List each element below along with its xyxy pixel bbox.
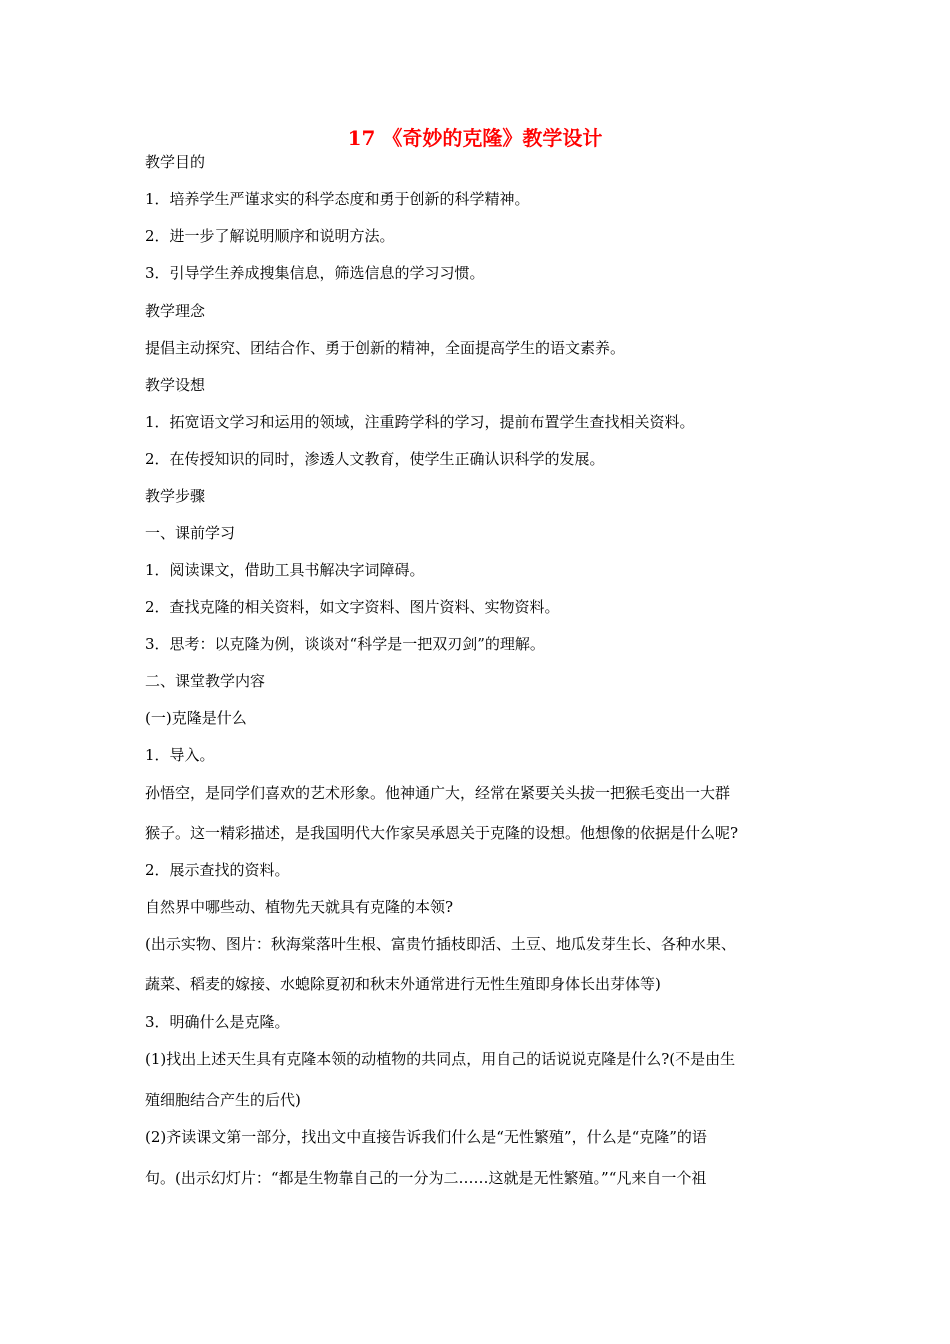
paragraph-line: 蔬菜、稻麦的嫁接、水螅除夏初和秋末外通常进行无性生殖即身体长出芽体等) xyxy=(145,975,661,993)
paragraph-line: 2．进一步了解说明顺序和说明方法。 xyxy=(145,227,395,245)
paragraph-line: 1．阅读课文，借助工具书解决字词障碍。 xyxy=(145,561,425,579)
paragraph-line: 3．思考：以克隆为例，谈谈对“科学是一把双刃剑”的理解。 xyxy=(145,635,545,653)
section-heading-objectives: 教学目的 xyxy=(145,153,206,171)
paragraph-line: (出示实物、图片：秋海棠落叶生根、富贵竹插枝即活、土豆、地瓜发芽生长、各种水果、 xyxy=(145,935,736,953)
subsection-heading: 二、课堂教学内容 xyxy=(145,672,266,690)
paragraph-line: 句。(出示幻灯片：“都是生物靠自己的一分为二……这就是无性繁殖。”“凡来自一个祖 xyxy=(145,1169,707,1187)
document-title: 17 《奇妙的克隆》教学设计 xyxy=(347,126,603,150)
section-heading-steps: 教学步骤 xyxy=(145,487,206,505)
section-heading-ideas: 教学设想 xyxy=(145,376,206,394)
paragraph-line: (1)找出上述天生具有克隆本领的动植物的共同点，用自己的话说说克隆是什么?(不是由生 xyxy=(145,1050,736,1068)
paragraph-line: 2．展示查找的资料。 xyxy=(145,861,290,879)
subsection-heading: 一、课前学习 xyxy=(145,524,236,542)
paragraph-line: 1．导入。 xyxy=(145,746,215,764)
paragraph-line: 殖细胞结合产生的后代) xyxy=(145,1091,301,1109)
paragraph-line: 1．培养学生严谨求实的科学态度和勇于创新的科学精神。 xyxy=(145,190,530,208)
paragraph-line: 孙悟空，是同学们喜欢的艺术形象。他神通广大，经常在紧要关头拔一把猴毛变出一大群 xyxy=(145,784,731,802)
paragraph-line: 自然界中哪些动、植物先天就具有克隆的本领? xyxy=(145,898,454,916)
paragraph-line: 2．在传授知识的同时，渗透人文教育，使学生正确认识科学的发展。 xyxy=(145,450,605,468)
paragraph-line: 猴子。这一精彩描述，是我国明代大作家吴承恩关于克隆的设想。他想像的依据是什么呢? xyxy=(145,824,739,842)
paragraph-line: 1．拓宽语文学习和运用的领域，注重跨学科的学习，提前布置学生查找相关资料。 xyxy=(145,413,695,431)
paragraph-line: (2)齐读课文第一部分，找出文中直接告诉我们什么是“无性繁殖”，什么是“克隆”的语 xyxy=(145,1128,707,1146)
paragraph-line: 提倡主动探究、团结合作、勇于创新的精神，全面提高学生的语文素养。 xyxy=(145,339,626,357)
section-heading-philosophy: 教学理念 xyxy=(145,302,206,320)
paragraph-line: 3．引导学生养成搜集信息，筛选信息的学习习惯。 xyxy=(145,264,485,282)
subsection-heading: (一)克隆是什么 xyxy=(145,709,247,727)
paragraph-line: 2．查找克隆的相关资料，如文字资料、图片资料、实物资料。 xyxy=(145,598,560,616)
paragraph-line: 3．明确什么是克隆。 xyxy=(145,1013,290,1031)
